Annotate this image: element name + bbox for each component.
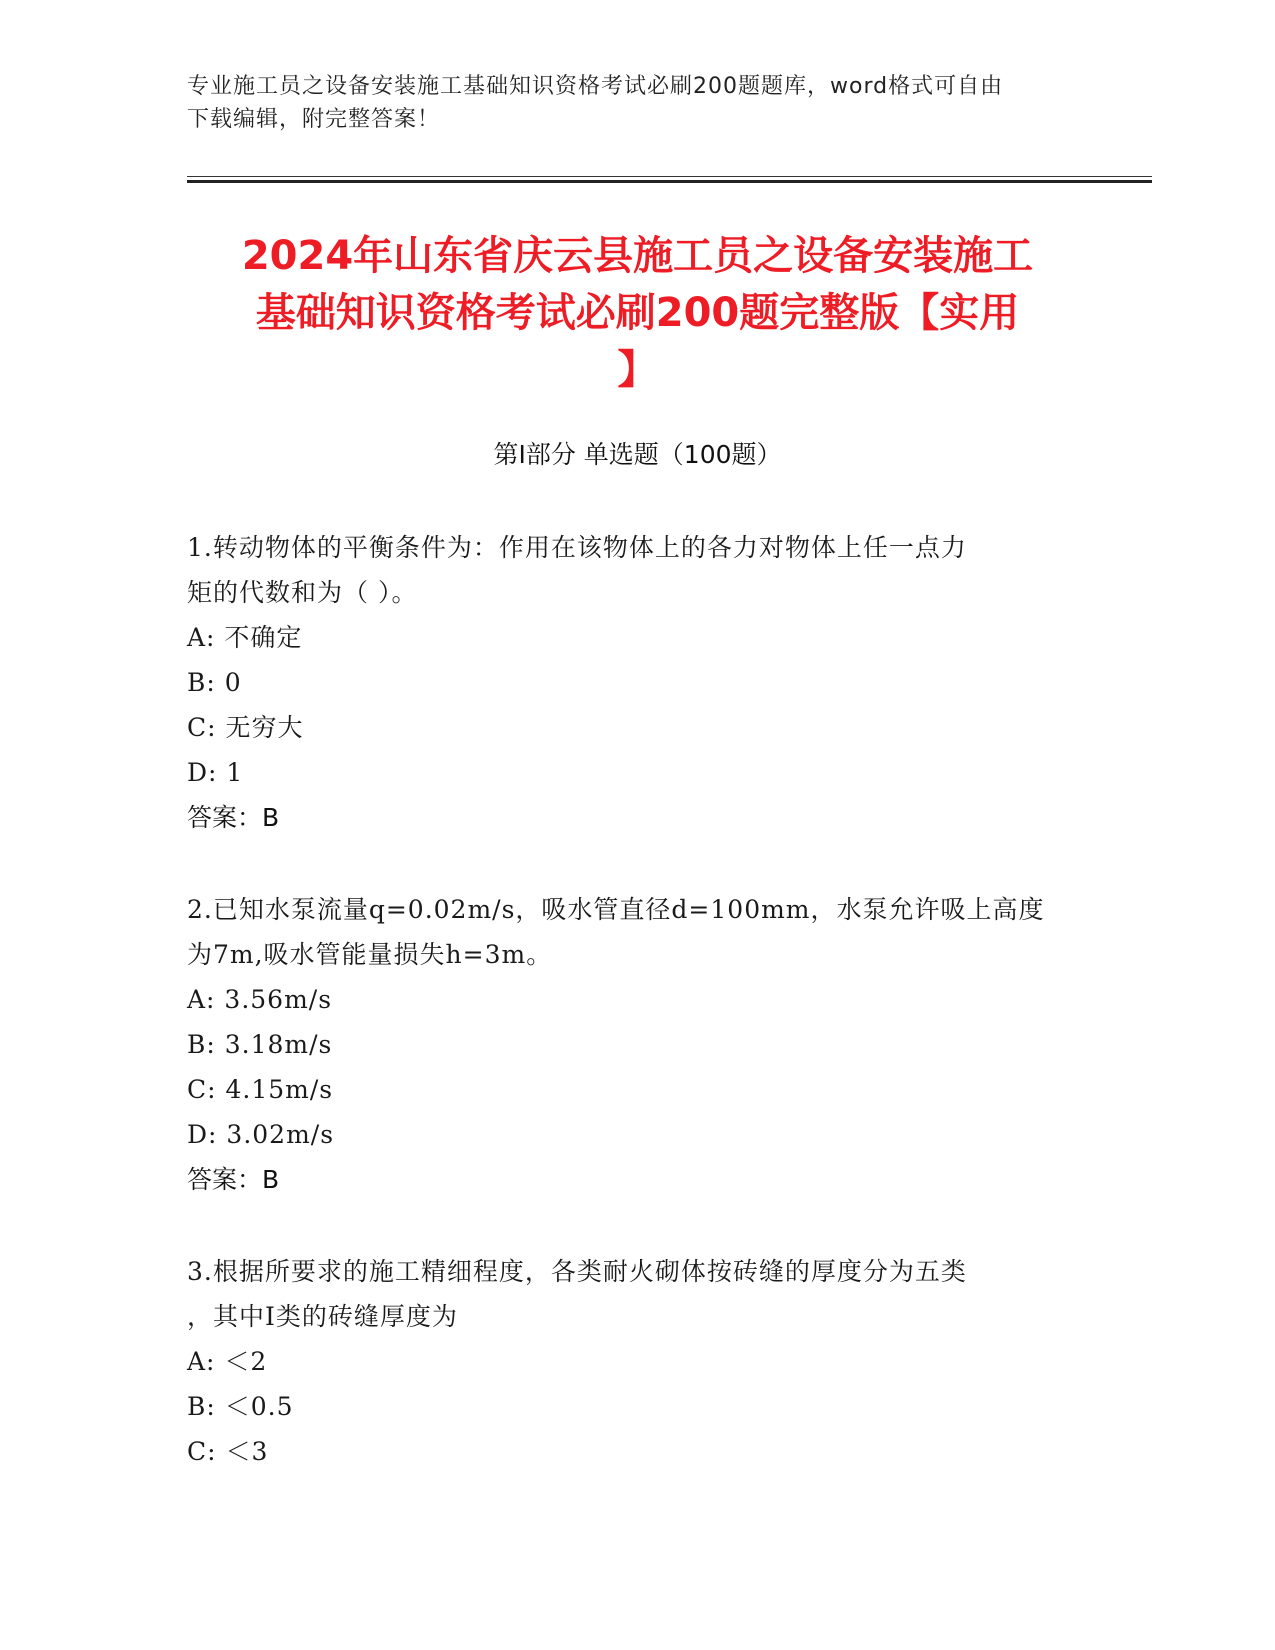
document-title xyxy=(150,228,1125,399)
header-note xyxy=(187,70,1087,136)
header-divider-thin xyxy=(187,176,1152,177)
question-stem-line: 为7m,吸水管能量损失h=3m。 xyxy=(187,940,553,969)
document-title-line-3: 】 xyxy=(617,347,658,393)
question-stem-line: 3.根据所要求的施工精细程度，各类耐火砌体按砖缝的厚度分为五类 xyxy=(187,1257,967,1286)
answer-line: 答案：B xyxy=(187,1165,280,1194)
option-c: C: 4.15m/s xyxy=(187,1075,334,1104)
document-title-line-2: 基础知识资格考试必刷200题完整版【实用 xyxy=(255,290,1020,336)
question-1 xyxy=(187,525,1087,840)
option-b: B: 3.18m/s xyxy=(187,1030,333,1059)
question-stem-line: 1.转动物体的平衡条件为：作用在该物体上的各力对物体上任一点力 xyxy=(187,533,967,562)
option-d: D: 3.02m/s xyxy=(187,1120,335,1149)
option-d: D: 1 xyxy=(187,758,244,787)
question-2 xyxy=(187,887,1087,1202)
header-note-line-2: 下载编辑，附完整答案！ xyxy=(187,107,441,132)
option-a: A: ＜2 xyxy=(187,1347,268,1376)
option-a: A: 3.56m/s xyxy=(187,985,333,1014)
answer-line: 答案：B xyxy=(187,803,280,832)
question-stem-line: 2.已知水泵流量q=0.02m/s，吸水管直径d=100mm，水泵允许吸上高度 xyxy=(187,895,1045,924)
option-c: C: 无穷大 xyxy=(187,713,304,742)
option-c: C: ＜3 xyxy=(187,1437,269,1466)
document-title-line-1: 2024年山东省庆云县施工员之设备安装施工 xyxy=(241,233,1034,279)
question-stem-line: ，其中Ⅰ类的砖缝厚度为 xyxy=(187,1302,458,1331)
header-note-line-1: 专业施工员之设备安装施工基础知识资格考试必刷200题题库，word格式可自由 xyxy=(187,74,1004,99)
option-a: A: 不确定 xyxy=(187,623,303,652)
option-b: B: ＜0.5 xyxy=(187,1392,294,1421)
option-b: B: 0 xyxy=(187,668,242,697)
question-stem-line: 矩的代数和为（ ）。 xyxy=(187,578,418,607)
header-divider-thick xyxy=(187,180,1152,183)
question-3 xyxy=(187,1249,1087,1474)
section-heading: 第I部分 单选题（100题） xyxy=(493,440,782,469)
